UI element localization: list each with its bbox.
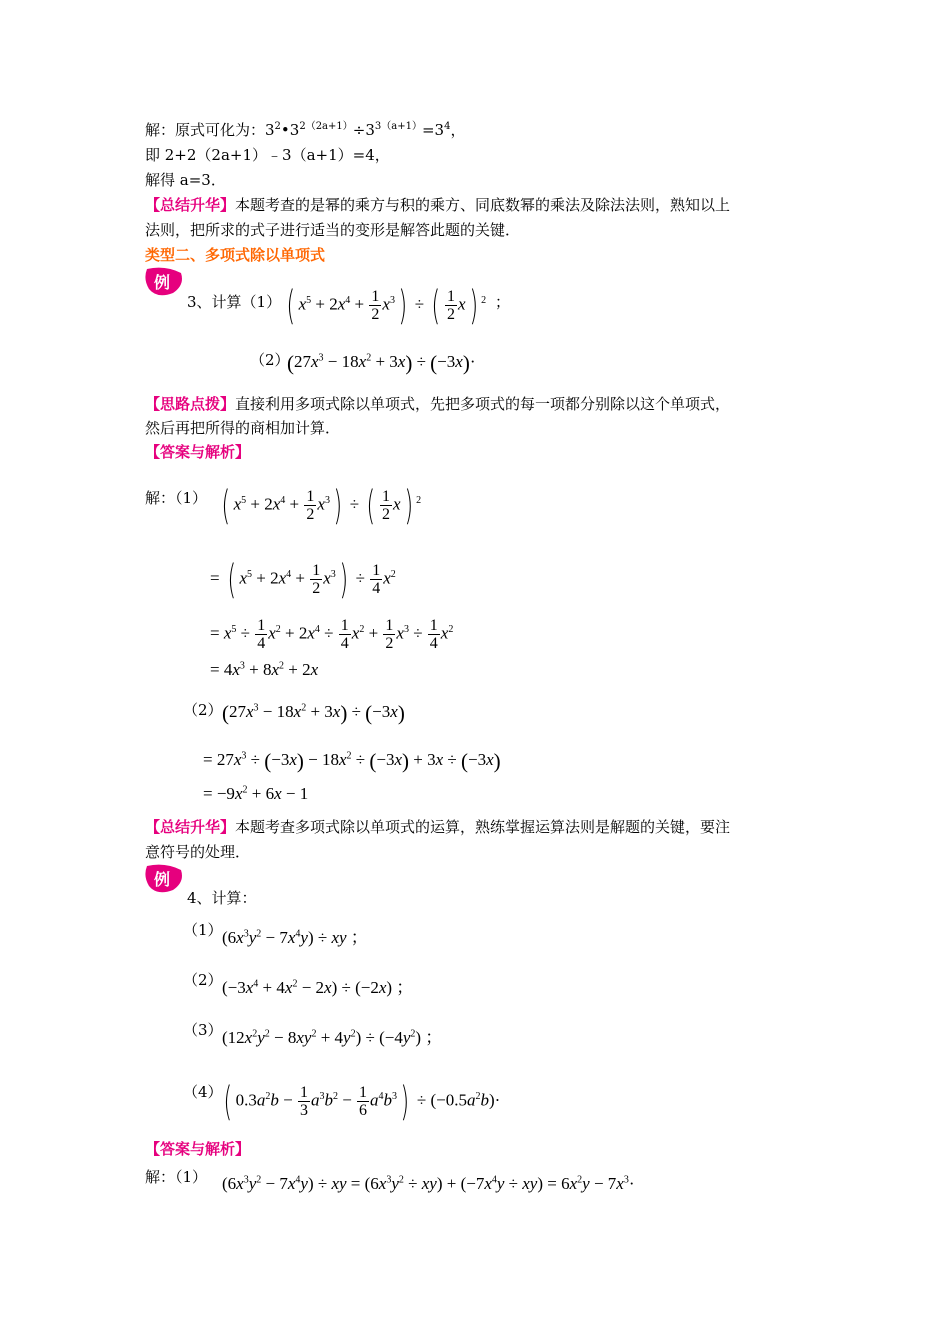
hint-tag: 【思路点拨】 (145, 395, 236, 413)
example-3-label: 3、计算（1） (187, 293, 282, 311)
solution-2-label: 解：（1） (145, 1168, 208, 1186)
example-3-expr-2: $(27x^3 - 18x^2 + 3x) \div (-3x)\cdot$ (287, 351, 476, 376)
solution-step-2: = ( $x^5 + 2x^4$ + $\frac{1}{2}$ $x^3$) ÷ $\frac{1}{4}$ $x^2$ (210, 556, 396, 603)
solution-line-1: 解：原式可化为：$3^2•3^{2(2a+1)}\div 3^{3(a+1)}=3^4$， (145, 121, 466, 139)
solution-part2-step-3: = $-9x^2 + 6x - 1$ (203, 784, 309, 803)
solution-part2-expr: $(27x^3 - 18x^2 + 3x) \div (-3x)$ (222, 701, 405, 726)
solution-step-4: = $4x^3 + 8x^2 + 2x$ (210, 660, 319, 679)
hint (145, 392, 730, 416)
q1-expr: $(6x^3y^2 - 7x^4y)$ ÷ xy ； (222, 928, 368, 947)
example-badge-icon (143, 864, 185, 894)
summary-2 (145, 815, 730, 839)
svg-text:例: 例 (153, 273, 171, 292)
solution-2-expr: $(6x^3y^2 - 7x^4y)$ ÷ xy = $(6x^3y^2 \div xy) + (-7x^4y \div xy) = 6x^2y - 7x^3\cdot$ (222, 1174, 635, 1193)
solution-expr-1: ( $x^5 + 2x^4$ + $\frac{1}{2}$ $x^3$) ÷ ( $\frac{1}{2}$ x) $^2$ (221, 482, 422, 529)
answer-tag: 【答案与解析】 (145, 443, 251, 461)
summary-2-text: 本题考查多项式除以单项式的运算，熟练掌握运算法则是解题的关键，要注 (235, 818, 731, 836)
solution-part2-label: （2） (183, 701, 223, 719)
hint-text: 直接利用多项式除以单项式，先把多项式的每一项都分别除以这个单项式， (235, 395, 731, 413)
q3-label: （3） (183, 1021, 223, 1039)
q3-expr: $(12x^2y^2 - 8xy^2 + 4y^2) \div (-4y^2)$ ； (222, 1028, 443, 1047)
summary-1 (145, 193, 730, 217)
summary-2-cont: 意符号的处理． (145, 843, 251, 861)
solution-line-2: 即 2+2（2a+1）﹣3（a+1）=4， (145, 146, 390, 164)
q2-expr: $(-3x^4 + 4x^2 - 2x) \div (-2x)$ ； (222, 978, 414, 997)
semicolon: ； (495, 293, 511, 311)
q4-label: （4） (183, 1083, 223, 1101)
example-3-part2-label: （2） (250, 351, 290, 369)
example-badge-icon (143, 267, 185, 297)
solution-line-3: 解得 a=3． (145, 171, 226, 189)
solution-label: 解：（1） (145, 489, 208, 507)
summary-tag: 【总结升华】 (145, 196, 236, 214)
example-3-expr-1: ( $x^5 + 2x^4$ + $\frac{1}{2}$ $x^3$) ÷ ( $\frac{1}{2}$ x) $^2$ (286, 282, 487, 329)
hint-cont: 然后再把所得的商相加计算． (145, 419, 341, 437)
summary-2-tag: 【总结升华】 (145, 818, 236, 836)
section-heading-type2: 类型二、多项式除以单项式 (145, 246, 326, 264)
svg-text:例: 例 (153, 870, 171, 889)
example-4-label: 4、计算： (187, 889, 257, 907)
solution-step-3: = $x^5$ ÷ $\frac{1}{4}$ $x^2 + 2x^4$ ÷ $\frac{1}{4}$ $x^2$ + $\frac{1}{2}$ $x^3$ ÷ $\frac{1}{4}$ $x^2$ (210, 617, 454, 652)
q1-label: （1） (183, 921, 223, 939)
summary-1-cont: 法则，把所求的式子进行适当的变形是解答此题的关键． (145, 221, 521, 239)
answer-2-tag: 【答案与解析】 (145, 1140, 251, 1158)
q4-expr: ( $0.3a^2b$ − $\frac{1}{3}$ $a^3b^2$ − $\frac{1}{6}$ $a^4b^3) \div (-0.5a^2b)\cdot$ (223, 1078, 501, 1125)
summary-text: 本题考查的是幂的乘方与积的乘方、同底数幂的乘法及除法法则，熟知以上 (235, 196, 731, 214)
solution-part2-step-2: = $27x^3 \div (-3x) - 18x^2 \div (-3x) + 3x \div (-3x)$ (203, 749, 501, 774)
q2-label: （2） (183, 971, 223, 989)
